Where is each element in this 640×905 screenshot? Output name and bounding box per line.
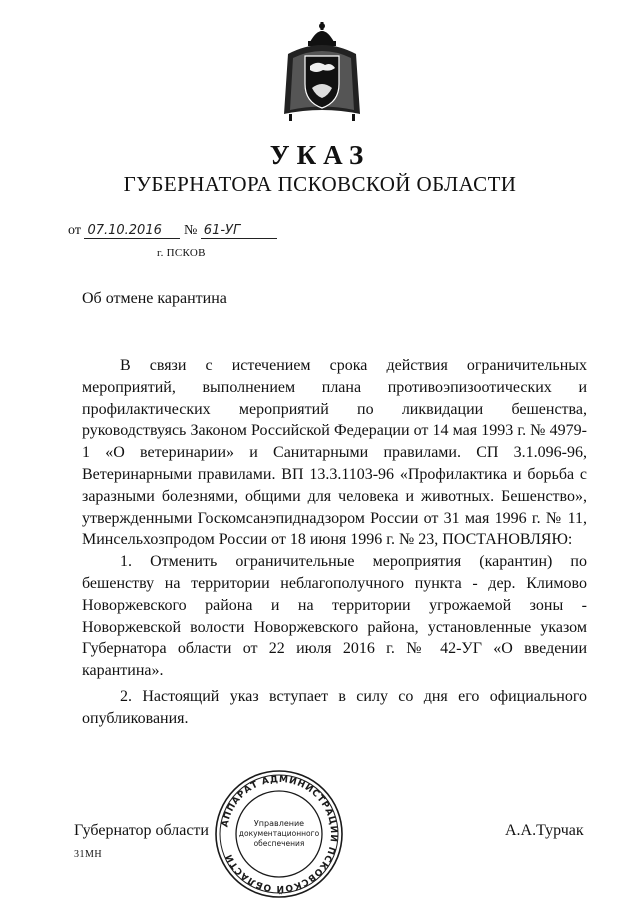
stamp-ring-text: АППАРАТ АДМИНИСТРАЦИИ ПСКОВСКОЙ ОБЛАСТИ bbox=[220, 774, 339, 894]
signer-name: А.А.Турчак bbox=[505, 822, 584, 839]
decree-body bbox=[82, 355, 587, 730]
number-prefix: № bbox=[183, 223, 198, 238]
item-1-paragraph: 1. Отменить ограничительные мероприятия (карантин) по бешенству на территории неблагополучного пункта - дер. Климово Новоржевского района и на территории угрожаемой зоны - Новоржевской волости Новоржевского района, установленные указом Губернатора области от 22 июля 2016 г. № 42-УГ «О введении карантина». bbox=[82, 553, 587, 680]
stamp-line-2: документационного bbox=[238, 829, 320, 838]
coat-of-arms-emblem bbox=[283, 22, 361, 122]
date-prefix: от bbox=[68, 223, 81, 238]
signer-title: Губернатор области bbox=[74, 822, 209, 839]
official-stamp bbox=[213, 768, 345, 900]
stamp-line-3: обеспечения bbox=[253, 839, 305, 848]
date-handwritten: 07.10.2016 bbox=[84, 224, 180, 239]
item-2-paragraph: 2. Настоящий указ вступает в силу со дня его официального опубликования. bbox=[82, 687, 587, 727]
date-number-line bbox=[68, 223, 277, 239]
decree-subject: Об отмене карантина bbox=[82, 290, 227, 307]
city-label: г. ПСКОВ bbox=[157, 247, 206, 259]
document-code: 31МН bbox=[74, 849, 103, 860]
number-handwritten: 61-УГ bbox=[201, 224, 277, 239]
stamp-line-1: Управление bbox=[253, 819, 305, 828]
intro-paragraph: В связи с истечением срока действия ограничительных мероприятий, выполнением плана противоэпизоотических и профилактических мероприятий по ликвидации бешенства, руководствуясь Законом Российской Федерации от 14 мая 1993 г. № 4979-1 «О ветеринарии» и Санитарными правилами. СП 3.1.096-96, Ветеринарными правилами. ВП 13.3.1103-96 «Профилактика и борьба с заразными болезнями, общими для человека и животных. Бешенство», утвержденными Госкомсанэпиднадзором России от 31 мая 1996 г. № 11, Минсельхозпродом России от 18 июня 1996 г. № 23, ПОСТАНОВЛЯЮ: bbox=[82, 357, 587, 549]
decree-issuer: ГУБЕРНАТОРА ПСКОВСКОЙ ОБЛАСТИ bbox=[123, 172, 517, 196]
decree-title: УКАЗ bbox=[269, 140, 371, 170]
